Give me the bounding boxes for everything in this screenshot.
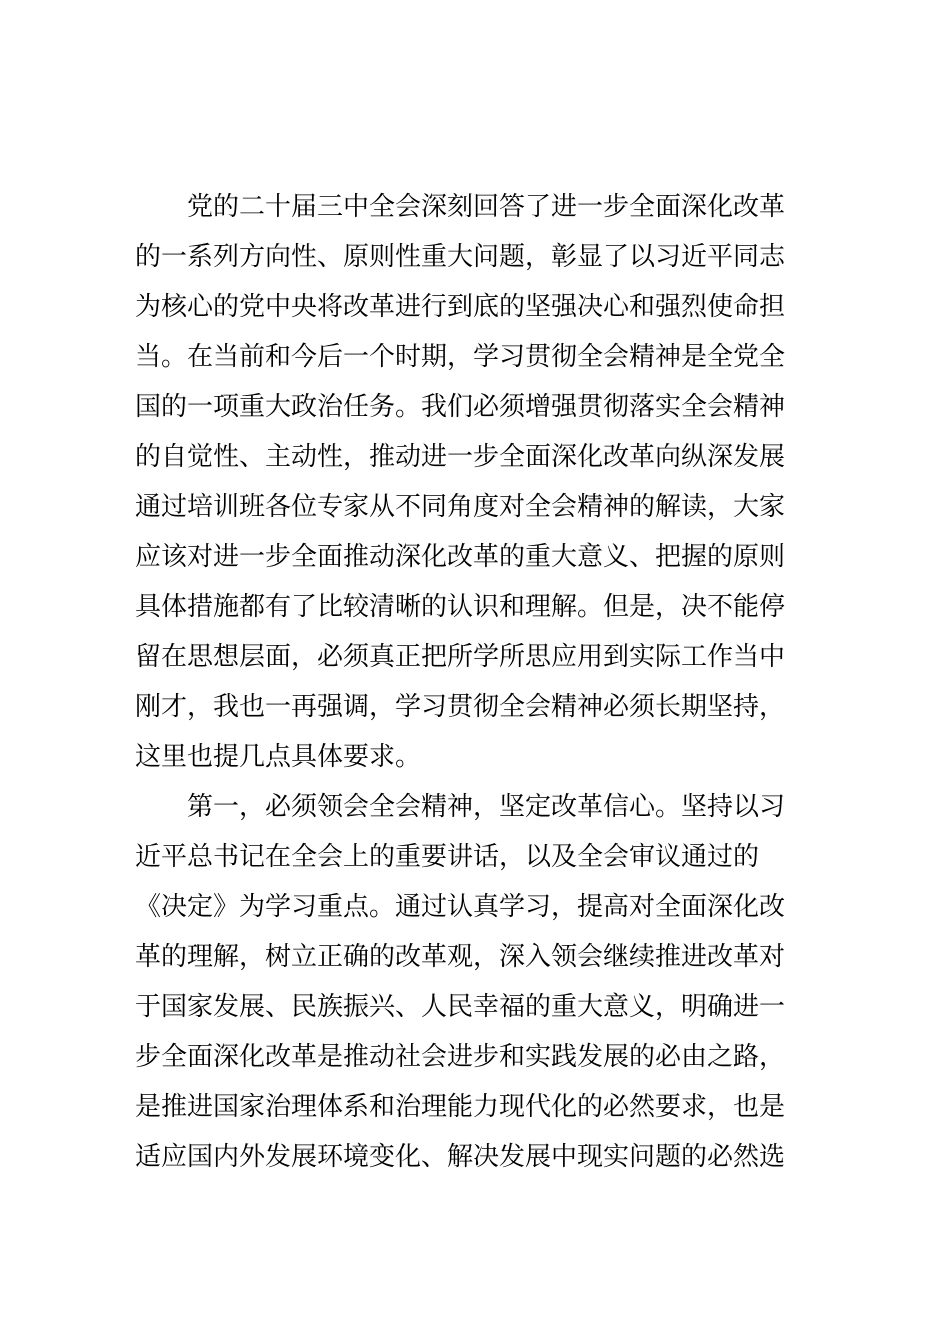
paragraph-2-line-8: 适应国内外发展环境变化、解决发展中现实问题的必然选 bbox=[135, 1142, 786, 1172]
paragraph-2-line-3: 《决定》为学习重点。通过认真学习，提高对全面深化改 bbox=[135, 892, 786, 922]
paragraph-2-line-5: 于国家发展、民族振兴、人民幸福的重大意义，明确进一 bbox=[135, 992, 786, 1022]
paragraph-1-line-6: 的自觉性、主动性，推动进一步全面深化改革向纵深发展 bbox=[135, 442, 786, 472]
paragraph-2-line-2: 近平总书记在全会上的重要讲话，以及全会审议通过的 bbox=[135, 842, 760, 872]
paragraph-2-line-6: 步全面深化改革是推动社会进步和实践发展的必由之路， bbox=[135, 1042, 786, 1072]
paragraph-1-line-1: 党的二十届三中全会深刻回答了进一步全面深化改革 bbox=[187, 192, 786, 222]
paragraph-1-line-9: 具体措施都有了比较清晰的认识和理解。但是，决不能停 bbox=[135, 592, 786, 622]
paragraph-1-line-2: 的一系列方向性、原则性重大问题，彰显了以习近平同志 bbox=[135, 242, 786, 272]
paragraph-1-line-7: 通过培训班各位专家从不同角度对全会精神的解读，大家 bbox=[135, 492, 786, 522]
paragraph-1-line-8: 应该对进一步全面推动深化改革的重大意义、把握的原则 bbox=[135, 542, 786, 572]
paragraph-2-line-4: 革的理解，树立正确的改革观，深入领会继续推进改革对 bbox=[135, 942, 786, 972]
paragraph-2-line-1: 第一，必须领会全会精神，坚定改革信心。坚持以习 bbox=[187, 792, 786, 822]
paragraph-1-line-12: 这里也提几点具体要求。 bbox=[135, 742, 422, 772]
body-text bbox=[135, 182, 835, 1182]
paragraph-2-line-7: 是推进国家治理体系和治理能力现代化的必然要求，也是 bbox=[135, 1092, 786, 1122]
paragraph-1-line-3: 为核心的党中央将改革进行到底的坚强决心和强烈使命担 bbox=[135, 292, 786, 322]
paragraph-1-line-4: 当。在当前和今后一个时期，学习贯彻全会精神是全党全 bbox=[135, 342, 786, 372]
paragraph-1-line-5: 国的一项重大政治任务。我们必须增强贯彻落实全会精神 bbox=[135, 392, 786, 422]
paragraph-1-line-10: 留在思想层面，必须真正把所学所思应用到实际工作当中 bbox=[135, 642, 786, 672]
paragraph-1-line-11: 刚才，我也一再强调，学习贯彻全会精神必须长期坚持， bbox=[135, 692, 786, 722]
